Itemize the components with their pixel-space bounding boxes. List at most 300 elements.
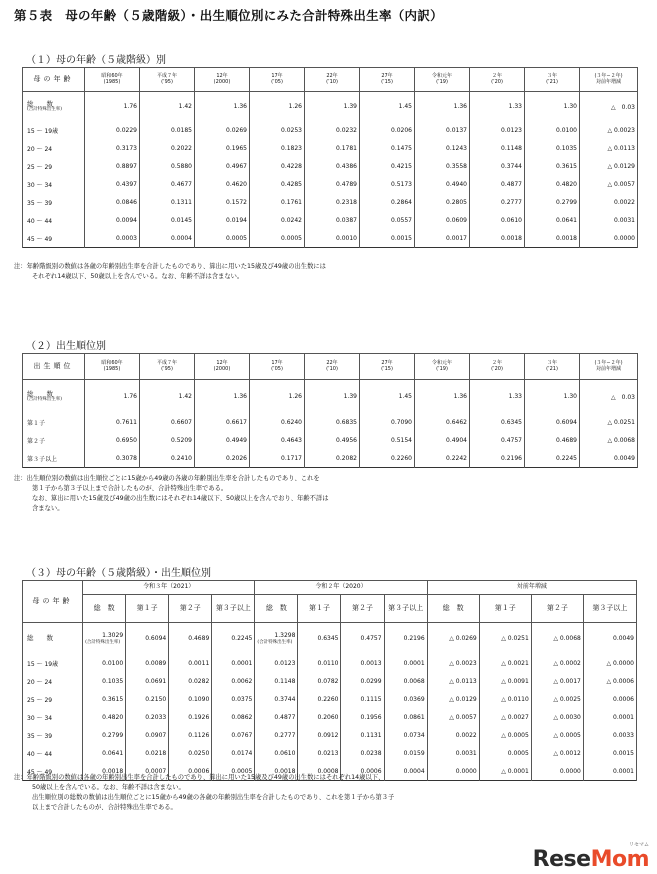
- t2-col-year: [250, 354, 305, 380]
- table2-note-line2: 第１子から第３子以上まで合計したものが、合計特殊出生率である。: [32, 485, 228, 492]
- cell-value: [341, 727, 384, 745]
- table3-note-line1: 注：年齢階級別の数値は各歳の年齢別出生率を合計したものであり、算出に用いた15歳及び49歳の出生数にはそれぞれ14歳以下、: [14, 774, 385, 781]
- row-label: 第３子以上: [23, 450, 85, 468]
- cell-value: 1.76: [85, 92, 140, 122]
- cell-value: 0.1148: [470, 140, 525, 158]
- cell-value: 0.2799: [525, 194, 580, 212]
- t1-col-year: [305, 68, 360, 92]
- year-sub: (1985): [103, 365, 121, 372]
- cell-value: 0.1965: [195, 140, 250, 158]
- cell-value: [427, 655, 479, 673]
- cell-value-text: 0.1035: [102, 678, 124, 685]
- cell-diff: △ 0.0251: [580, 414, 638, 432]
- year-sub: (2000): [213, 78, 231, 85]
- table-row: [23, 432, 638, 450]
- year-sub: (’20): [491, 365, 503, 372]
- table3-note-line4: 以上まで合計したものが、合計特殊出生率である。: [32, 804, 177, 811]
- cell-value: 0.1243: [415, 140, 470, 158]
- cell-value: [479, 709, 531, 727]
- table3-age-birth-order: [22, 580, 637, 781]
- cell-value-text: 0.2777: [274, 732, 296, 739]
- cell-value: 0.6462: [415, 414, 470, 432]
- cell-value-text: △ 0.0002: [553, 660, 581, 667]
- cell-value-text: 0.4757: [360, 635, 382, 643]
- cell-value: 1.36: [195, 380, 250, 414]
- cell-value: [341, 655, 384, 673]
- cell-value: 0.2082: [305, 450, 360, 468]
- year-sub: (’15): [381, 365, 393, 372]
- cell-value: 0.6617: [195, 414, 250, 432]
- cell-value: [384, 623, 427, 655]
- row-label: 45 〜 49: [23, 763, 83, 781]
- year-sub: (’95): [161, 78, 173, 85]
- t1-col-year: [360, 68, 415, 92]
- cell-value: [255, 727, 298, 745]
- cell-value: 0.0005: [250, 230, 305, 248]
- cell-value: 0.4820: [525, 176, 580, 194]
- cell-value: [126, 623, 169, 655]
- cell-value: 0.4757: [470, 432, 525, 450]
- cell-value: [255, 709, 298, 727]
- cell-value: [169, 623, 212, 655]
- cell-value: 0.2260: [360, 450, 415, 468]
- cell-value-text: 0.0015: [613, 750, 634, 757]
- cell-value: 0.2245: [525, 450, 580, 468]
- cell-diff: △ 0.0129: [580, 158, 638, 176]
- cell-value: 0.2410: [140, 450, 195, 468]
- cell-value: [341, 691, 384, 709]
- table-row: [23, 122, 638, 140]
- cell-value-text: △ 0.0005: [553, 732, 581, 739]
- cell-value: 0.4940: [415, 176, 470, 194]
- cell-value-text: 0.0174: [231, 750, 253, 757]
- cell-value: 0.4956: [305, 432, 360, 450]
- year-sub: (’19): [436, 78, 448, 85]
- cell-value: [83, 623, 126, 655]
- cell-value-text: 0.1131: [360, 732, 382, 739]
- table-row: [23, 655, 637, 673]
- cell-value: 0.4397: [85, 176, 140, 194]
- t1-col-year: [525, 68, 580, 92]
- cell-value: [169, 727, 212, 745]
- cell-value: [531, 745, 583, 763]
- cell-value: 0.2242: [415, 450, 470, 468]
- cell-value-text: 0.4877: [274, 714, 296, 721]
- cell-value: 0.0003: [85, 230, 140, 248]
- cell-value: [169, 691, 212, 709]
- cell-value-text: △ 0.0000: [606, 660, 634, 667]
- t3-subcol-header: 第１子: [479, 595, 531, 623]
- cell-value: [212, 745, 255, 763]
- table-row: [23, 212, 638, 230]
- t3-subcol-header: 総 数: [427, 595, 479, 623]
- table3-header: [23, 581, 637, 623]
- cell-value-text: 0.4820: [102, 714, 124, 721]
- cell-value-text: 0.1926: [188, 714, 210, 721]
- cell-value-text: △ 0.0091: [501, 678, 529, 685]
- cell-value-text: 0.1115: [360, 696, 382, 703]
- cell-value-text: △ 0.0068: [553, 635, 581, 643]
- cell-value-text: 0.2060: [317, 714, 339, 721]
- t3-subcol-header: 総 数: [83, 595, 126, 623]
- cell-value: 1.26: [250, 92, 305, 122]
- cell-value: [255, 655, 298, 673]
- cell-value: 0.0017: [415, 230, 470, 248]
- row-label-text: 総 数: [27, 99, 53, 108]
- cell-value-text: 0.0375: [231, 696, 253, 703]
- t3-subcol-header: 第２子: [169, 595, 212, 623]
- cell-value: [341, 745, 384, 763]
- cell-value: [531, 763, 583, 781]
- t3-subcol-header: 第２子: [341, 595, 384, 623]
- cell-value: 0.6345: [470, 414, 525, 432]
- logo-text-a: Rese: [532, 847, 591, 872]
- year-label: 27年: [381, 72, 393, 79]
- cell-value: 0.0004: [140, 230, 195, 248]
- cell-value: 0.0229: [85, 122, 140, 140]
- table3-heading: （３）母の年齢（５歳階級）・出生順位別: [26, 568, 211, 579]
- cell-value-text: 0.0062: [231, 678, 253, 685]
- cell-value: [479, 727, 531, 745]
- cell-value: 0.7611: [85, 414, 140, 432]
- cell-value-text: △ 0.0027: [501, 714, 529, 721]
- cell-value-text: 0.0123: [274, 660, 296, 667]
- table-row: [23, 194, 638, 212]
- cell-value: 0.3615: [525, 158, 580, 176]
- cell-value: 0.4789: [305, 176, 360, 194]
- cell-value-text: △ 0.0251: [501, 635, 529, 643]
- cell-value: 0.0846: [85, 194, 140, 212]
- cell-value-text: 0.0033: [613, 732, 634, 739]
- t3-subcol-header: 第３子以上: [384, 595, 427, 623]
- t3-subcol-header: 第２子: [531, 595, 583, 623]
- cell-value: 0.0094: [85, 212, 140, 230]
- table-row: [23, 623, 637, 655]
- cell-value: 1.26: [250, 380, 305, 414]
- year-label: 平成７年: [156, 72, 177, 79]
- cell-value: 0.1823: [250, 140, 305, 158]
- t1-col-year: [85, 68, 140, 92]
- cell-value-text: 0.0862: [231, 714, 253, 721]
- row-label: 第２子: [23, 432, 85, 450]
- cell-value: 0.0557: [360, 212, 415, 230]
- cell-value: 0.4967: [195, 158, 250, 176]
- cell-value: 0.3558: [415, 158, 470, 176]
- table-row: [23, 727, 637, 745]
- cell-value: [479, 763, 531, 781]
- cell-value: [83, 673, 126, 691]
- cell-value: [212, 691, 255, 709]
- cell-value: 0.2196: [470, 450, 525, 468]
- table-row: [23, 414, 638, 432]
- cell-value: 1.30: [525, 380, 580, 414]
- cell-value-text: 0.0100: [102, 660, 124, 667]
- cell-value: 0.0137: [415, 122, 470, 140]
- row-label: [23, 92, 85, 122]
- cell-value-text: △ 0.0001: [501, 767, 529, 775]
- table2-header: [23, 354, 638, 380]
- year-label: 昭和60年: [101, 72, 123, 79]
- cell-value: [169, 655, 212, 673]
- cell-value: [255, 623, 298, 655]
- cell-value-text: 0.1090: [188, 696, 210, 703]
- cell-value-text: 0.0049: [613, 635, 634, 643]
- resemom-logo: [532, 842, 649, 872]
- t2-col-year: [140, 354, 195, 380]
- cell-value: [427, 691, 479, 709]
- cell-value: 1.42: [140, 380, 195, 414]
- t3-subcol-header: 第３子以上: [583, 595, 636, 623]
- cell-value-text: 0.2245: [231, 635, 253, 643]
- t3-group-header: 令和３年（2021）: [83, 581, 255, 595]
- cell-value: 0.3078: [85, 450, 140, 468]
- cell-value-text: 0.1148: [274, 678, 296, 685]
- cell-value-text: 0.0031: [455, 750, 477, 757]
- cell-value: 0.5209: [140, 432, 195, 450]
- cell-value: [298, 727, 341, 745]
- cell-value: [427, 709, 479, 727]
- year-sub: (’20): [491, 78, 503, 85]
- table-row: [23, 380, 638, 414]
- cell-value: 1.45: [360, 380, 415, 414]
- row-label: 第１子: [23, 414, 85, 432]
- cell-value: [531, 623, 583, 655]
- cell-value: 1.33: [470, 380, 525, 414]
- cell-value-text: 0.1956: [360, 714, 382, 721]
- t2-col-year: [525, 354, 580, 380]
- t2-col-label: 出生順位: [23, 354, 85, 380]
- cell-value: [255, 691, 298, 709]
- t2-col-diff: [580, 354, 638, 380]
- cell-value: 0.0018: [525, 230, 580, 248]
- cell-value-text: 0.0641: [102, 750, 124, 757]
- t2-col-year: [470, 354, 525, 380]
- cell-value: 0.6094: [525, 414, 580, 432]
- table1-body: [23, 92, 638, 248]
- t3-subcol-header: 第３子以上: [212, 595, 255, 623]
- cell-value-text: △ 0.0023: [449, 660, 477, 667]
- cell-value-text: 0.0007: [145, 767, 167, 775]
- row-label: 40 〜 44: [23, 745, 83, 763]
- cell-value: 0.4620: [195, 176, 250, 194]
- cell-value: 0.0145: [140, 212, 195, 230]
- cell-value: [479, 623, 531, 655]
- cell-value: 0.0123: [470, 122, 525, 140]
- cell-value: 0.4904: [415, 432, 470, 450]
- row-label: 20 〜 24: [23, 140, 85, 158]
- cell-value-text: 0.0299: [360, 678, 382, 685]
- diff-sub: 対前年増減: [595, 365, 621, 372]
- cell-value: [298, 691, 341, 709]
- cell-value-text: 0.0022: [455, 732, 477, 739]
- cell-value: 1.39: [305, 380, 360, 414]
- row-label: 25 〜 29: [23, 158, 85, 176]
- table-row: [23, 709, 637, 727]
- cell-value: 0.1717: [250, 450, 305, 468]
- cell-value: [583, 763, 636, 781]
- row-label: 30 〜 34: [23, 709, 83, 727]
- year-label: ２年: [491, 359, 502, 366]
- cell-value-text: 0.2196: [403, 635, 425, 643]
- diff-sub: 対前年増減: [595, 78, 621, 85]
- t3-subcol-header: 総 数: [255, 595, 298, 623]
- cell-value: [298, 673, 341, 691]
- cell-value-text: △ 0.0021: [501, 660, 529, 667]
- cell-value: 0.0610: [470, 212, 525, 230]
- cell-value: 0.5173: [360, 176, 415, 194]
- t3-subcol-header: 第１子: [298, 595, 341, 623]
- cell-value-text: 0.0782: [317, 678, 339, 685]
- cell-value-text: △ 0.0017: [553, 678, 581, 685]
- cell-diff: 0.0000: [580, 230, 638, 248]
- cell-value: 1.30: [525, 92, 580, 122]
- cell-value-text: △ 0.0030: [553, 714, 581, 721]
- table1-heading: （１）母の年齢（５歳階級）別: [26, 55, 166, 66]
- t1-col-year: [415, 68, 470, 92]
- cell-value-text: 1.3029: [102, 632, 124, 640]
- table1-age-group: [22, 67, 638, 248]
- cell-value: 0.2318: [305, 194, 360, 212]
- t1-col-label: 母の年齢: [23, 68, 85, 92]
- cell-value: 0.0242: [250, 212, 305, 230]
- cell-value: [169, 745, 212, 763]
- cell-value: 1.42: [140, 92, 195, 122]
- t2-col-year: [415, 354, 470, 380]
- cell-value: [427, 623, 479, 655]
- cell-value: [427, 727, 479, 745]
- cell-value: [126, 691, 169, 709]
- cell-value-text: △ 0.0006: [606, 678, 634, 685]
- cell-diff: △ 0.0057: [580, 176, 638, 194]
- cell-value-text: 0.0089: [145, 660, 167, 667]
- cell-diff: 0.0049: [580, 450, 638, 468]
- cell-value: 0.0253: [250, 122, 305, 140]
- year-label: 17年: [271, 72, 283, 79]
- cell-value-text: 0.0861: [403, 714, 425, 721]
- cell-value: [212, 623, 255, 655]
- cell-value-text: △ 0.0012: [553, 750, 581, 757]
- cell-value: 0.5154: [360, 432, 415, 450]
- cell-value: 0.0609: [415, 212, 470, 230]
- cell-value: 0.6950: [85, 432, 140, 450]
- cell-value: 0.4643: [250, 432, 305, 450]
- cell-value-text: 0.0004: [403, 767, 425, 775]
- cell-value: 0.2864: [360, 194, 415, 212]
- cell-value: [531, 673, 583, 691]
- cell-value-text: △ 0.0269: [449, 635, 477, 643]
- row-label: 15 〜 19歳: [23, 122, 85, 140]
- cell-diff: △ 0.0068: [580, 432, 638, 450]
- cell-value: [341, 673, 384, 691]
- table-row: [23, 92, 638, 122]
- cell-value: [83, 655, 126, 673]
- table-row: [23, 176, 638, 194]
- table2-body: [23, 380, 638, 468]
- cell-value: [298, 623, 341, 655]
- t2-col-year: [360, 354, 415, 380]
- cell-value: [583, 691, 636, 709]
- cell-value-text: 0.6345: [317, 635, 339, 643]
- cell-value: 0.1311: [140, 194, 195, 212]
- year-label: 27年: [381, 359, 393, 366]
- cell-value-text: △ 0.0057: [449, 714, 477, 721]
- row-label-sub: (合計特殊出生率): [27, 106, 63, 112]
- cell-value: [169, 673, 212, 691]
- cell-value-text: 0.0001: [403, 660, 425, 667]
- cell-value-text: 0.0213: [317, 750, 339, 757]
- year-sub: (’21): [546, 365, 558, 372]
- year-sub: (2000): [213, 365, 231, 372]
- year-sub: (’21): [546, 78, 558, 85]
- cell-value: [212, 655, 255, 673]
- cell-value: [255, 745, 298, 763]
- cell-value-text: 0.0159: [403, 750, 425, 757]
- cell-value: 0.6607: [140, 414, 195, 432]
- cell-value-text: 0.0282: [188, 678, 210, 685]
- cell-value: [384, 655, 427, 673]
- cell-value-text: 0.2260: [317, 696, 339, 703]
- row-label-sub: (合計特殊出生率): [27, 396, 63, 402]
- row-label: 30 〜 34: [23, 176, 85, 194]
- cell-value-text: 0.0912: [317, 732, 339, 739]
- cell-value: 1.36: [415, 380, 470, 414]
- cell-value-text: 0.0218: [145, 750, 167, 757]
- row-label: 40 〜 44: [23, 212, 85, 230]
- cell-value: [126, 709, 169, 727]
- cell-value: 0.0206: [360, 122, 415, 140]
- cell-value: 0.0269: [195, 122, 250, 140]
- cell-value-text: 0.0110: [317, 660, 339, 667]
- cell-value: [384, 709, 427, 727]
- year-sub: (’15): [381, 78, 393, 85]
- t2-col-year: [195, 354, 250, 380]
- cell-value: [479, 673, 531, 691]
- cell-value-text: 0.3615: [102, 696, 124, 703]
- table1-note-line1: 注：年齢階級別の数値は各歳の年齢別出生率を合計したものであり、算出に用いた15歳及び49歳の出生数には: [14, 263, 326, 270]
- cell-value: [583, 727, 636, 745]
- cell-value: 0.1781: [305, 140, 360, 158]
- cell-value: 0.0387: [305, 212, 360, 230]
- cell-value-text: 0.6094: [145, 635, 167, 643]
- cell-value-text: △ 0.0005: [501, 732, 529, 739]
- table-row: [23, 140, 638, 158]
- cell-value: 0.3744: [470, 158, 525, 176]
- year-sub: (’05): [271, 78, 283, 85]
- cell-value: 0.0194: [195, 212, 250, 230]
- row-label: 15 〜 19歳: [23, 655, 83, 673]
- cell-value: 0.4677: [140, 176, 195, 194]
- table3-header-row2: [23, 595, 637, 623]
- cell-diff: △ 0.03: [580, 380, 638, 414]
- logo-text-b: Mom: [590, 847, 649, 872]
- cell-value: 0.0232: [305, 122, 360, 140]
- cell-sub: (合計特殊出生率): [257, 640, 293, 646]
- t1-col-year: [250, 68, 305, 92]
- cell-value: 1.76: [85, 380, 140, 414]
- cell-value: [212, 673, 255, 691]
- year-label: 平成７年: [156, 359, 177, 366]
- cell-value-text: 0.0001: [613, 767, 634, 775]
- cell-value-text: 0.0000: [455, 767, 477, 775]
- row-label: 20 〜 24: [23, 673, 83, 691]
- table2-heading: （２）出生順位別: [26, 341, 106, 352]
- year-sub: (’10): [326, 78, 338, 85]
- cell-value: 0.0100: [525, 122, 580, 140]
- cell-value: [126, 727, 169, 745]
- cell-value-text: 0.0610: [274, 750, 296, 757]
- table-row: [23, 673, 637, 691]
- cell-value: 0.0185: [140, 122, 195, 140]
